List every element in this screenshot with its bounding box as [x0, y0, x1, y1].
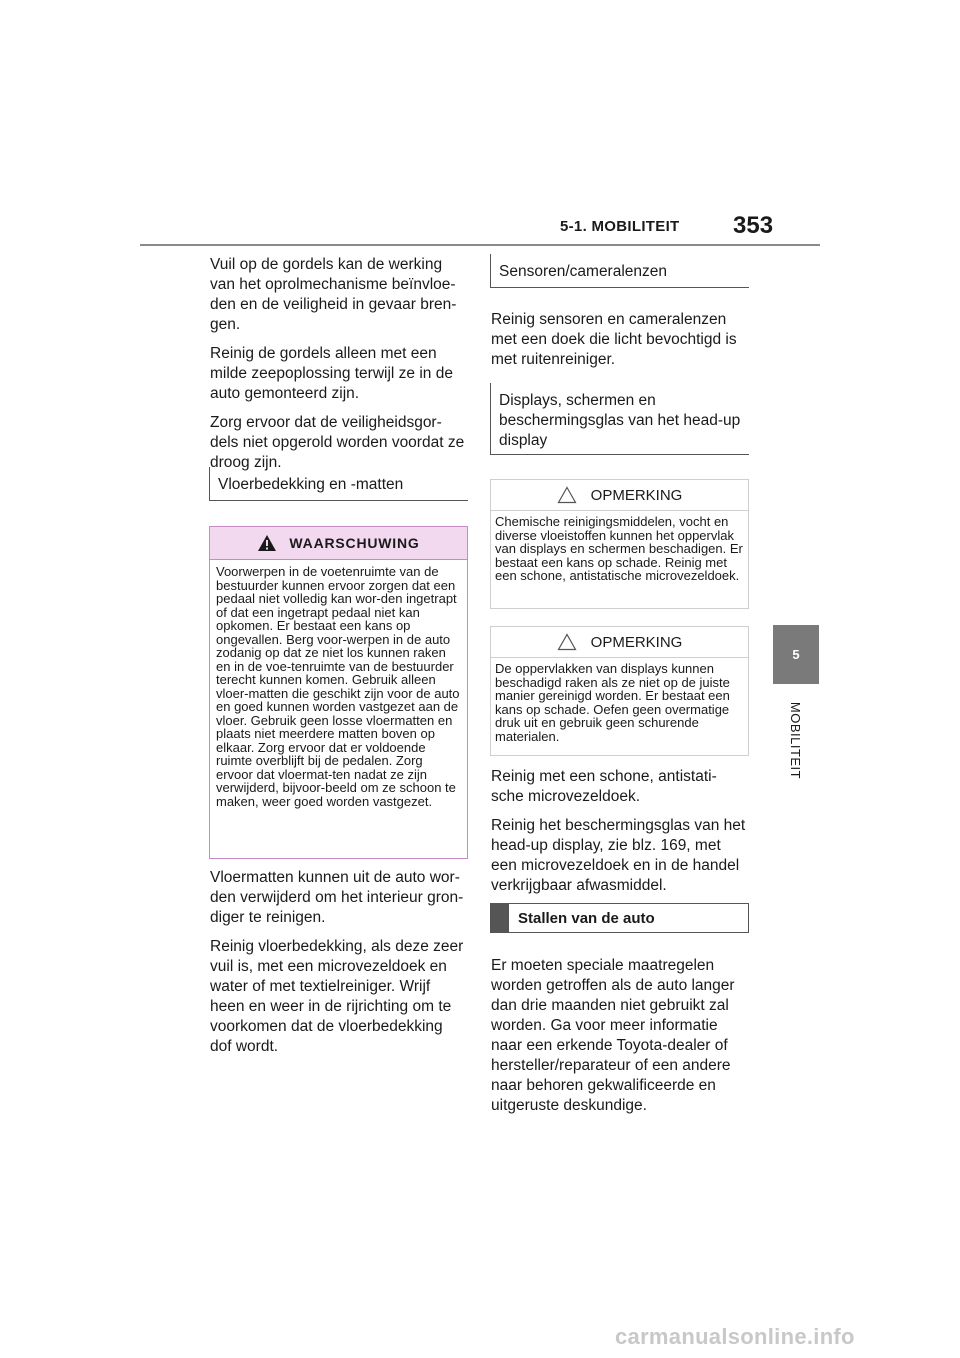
page-number: 353: [733, 212, 774, 239]
note-box-2: [490, 626, 749, 756]
section-title: 5-1. MOBILITEIT: [560, 218, 680, 235]
paragraph: Zorg ervoor dat de veiligheidsgor-dels niet opgerold worden voordat ze droog zijn.: [210, 414, 465, 471]
note-text: Chemische reinigingsmiddelen, vocht en diverse vloeistoffen kunnen het oppervlak van displays en schermen beschadigen. Er bestaat een kans op schade. Reinig met een schone, antistatische microvezeldoek.: [495, 514, 743, 583]
warning-title: WAARSCHUWING: [289, 535, 420, 551]
paragraph: Reinig sensoren en cameralenzen met een doek die licht bevochtigd is met ruitenreiniger.: [491, 311, 737, 368]
warning-header: [210, 527, 467, 560]
chapter-tab-label: MOBILITEIT: [788, 701, 804, 779]
paragraph: Reinig het beschermingsglas van het head-up display, zie blz. 169, met een microvezeldoek en in de handel verkrijgbaar afwasmiddel.: [491, 817, 746, 894]
caution-triangle-icon: [557, 486, 577, 504]
caution-triangle-icon: [557, 633, 577, 651]
sensors-paragraph: [491, 310, 747, 379]
storage-paragraph: [491, 956, 749, 1125]
left-after: [210, 868, 466, 1066]
note-title: OPMERKING: [590, 633, 683, 651]
paragraph: Reinig met een schone, antistati-sche microvezeldoek.: [491, 768, 717, 805]
chapter-tab-number: 5: [773, 625, 819, 684]
warning-text: Voorwerpen in de voetenruimte van de bestuurder kunnen ervoor zorgen dat een pedaal niet volledig kan wor-den ingetrapt of dat een ingetrapt pedaal niet kan opkomen. Er bestaat een kans op ongevallen. Berg voor-werpen in de auto zodanig op dat ze niet los kunnen raken en in de voe-tenruimte van de bestuurder terecht kunnen komen. Gebruik alleen vloer-matten die geschikt zijn voor de auto en goed kunnen worden vastgezet aan de vloer. Gebruik geen losse vloermatten en plaats niet meerdere matten boven op elkaar. Zorg ervoor dat er voldoende ruimte overblijft bij de pedalen. Zorg ervoor dat vloermat-ten nadat ze zijn verwijderd, bijvoor-beeld om ze schoon te maken, weer goed worden vastgezet.: [216, 564, 460, 809]
subheading-displays: Displays, schermen en beschermingsglas van het head-up display: [490, 383, 749, 455]
note-header: [491, 627, 748, 658]
paragraph: Reinig vloerbedekking, als deze zeer vuil is, met een microvezeldoek en water of met textielreiniger. Wrijf heen en weer in de rijrichting om te voorkomen dat de vloerbedekking dof wordt.: [210, 938, 464, 1055]
note-header: [491, 480, 748, 511]
header-rule: [140, 244, 820, 246]
section-heading-storage: [490, 903, 749, 933]
warning-triangle-icon: [257, 534, 277, 552]
watermark: carmanualsonline.info: [615, 1324, 855, 1349]
subheading-floor-mats: Vloerbedekking en -matten: [209, 467, 468, 501]
paragraph: Er moeten speciale maatregelen worden getroffen als de auto langer dan drie maanden niet gebruikt zal worden. Ga voor meer informatie naar een erkende Toyota-dealer of hersteller/reparateur of een andere naar behoren gekwalificeerde en uitgeruste deskundige.: [491, 957, 735, 1114]
subheading-sensors: Sensoren/cameralenzen: [490, 254, 749, 288]
note-text: De oppervlakken van displays kunnen beschadigd raken als ze niet op de juiste manier gereinigd worden. Er bestaat een kans op schade. Oefen geen overmatige druk uit en gebruik geen schurende materialen.: [495, 661, 730, 744]
paragraph: Vloermatten kunnen uit de auto wor-den verwijderd om het interieur gron-diger te reinigen.: [210, 869, 464, 926]
paragraph: Vuil op de gordels kan de werking van het oprolmechanisme beïnvloe-den en de veiligheid in gevaar bren-gen.: [210, 256, 457, 333]
displays-paragraphs: [491, 767, 747, 905]
paragraph: Reinig de gordels alleen met een milde zeepoplossing terwijl ze in de auto gemonteerd zijn.: [210, 345, 453, 402]
warning-box: [209, 526, 468, 859]
note-box-1: [490, 479, 749, 609]
section-heading-text: Stallen van de auto: [518, 909, 655, 927]
heading-bar: [491, 904, 509, 932]
note-title: OPMERKING: [590, 486, 683, 504]
left-intro: [210, 255, 466, 482]
